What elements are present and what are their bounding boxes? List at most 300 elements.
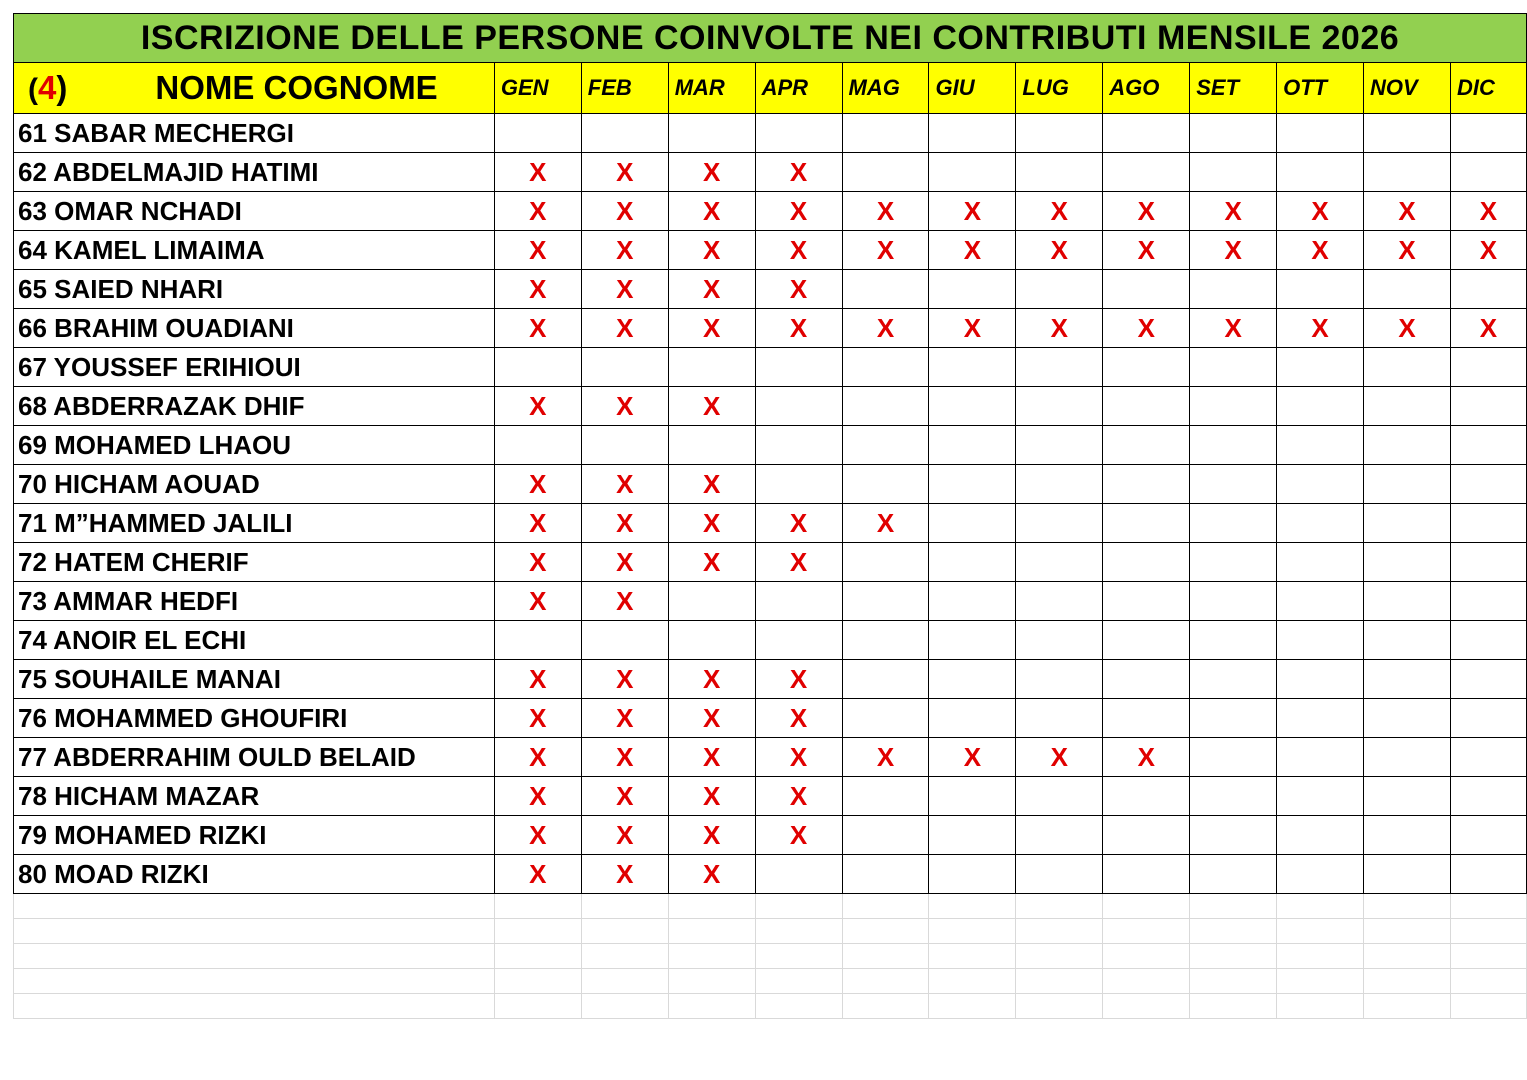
month-cell-ago[interactable] — [1103, 114, 1190, 153]
month-header-giu[interactable]: GIU — [929, 63, 1016, 114]
month-header-feb[interactable]: FEB — [581, 63, 668, 114]
month-cell-gen[interactable] — [494, 114, 581, 153]
month-cell-gen[interactable]: X — [494, 387, 581, 426]
month-cell-ago[interactable]: X — [1103, 192, 1190, 231]
month-cell-apr[interactable] — [755, 387, 842, 426]
month-cell-ott[interactable] — [1277, 270, 1364, 309]
empty-cell[interactable] — [1016, 969, 1103, 994]
month-cell-mar[interactable]: X — [668, 387, 755, 426]
month-cell-mar[interactable] — [668, 114, 755, 153]
month-cell-mag[interactable] — [842, 270, 929, 309]
month-cell-dic[interactable] — [1450, 465, 1526, 504]
month-cell-gen[interactable]: X — [494, 582, 581, 621]
month-cell-ago[interactable] — [1103, 270, 1190, 309]
month-cell-set[interactable]: X — [1190, 309, 1277, 348]
empty-cell[interactable] — [668, 894, 755, 919]
month-cell-nov[interactable] — [1364, 270, 1451, 309]
empty-cell[interactable] — [1450, 919, 1526, 944]
empty-cell[interactable] — [755, 944, 842, 969]
empty-cell[interactable] — [14, 919, 495, 944]
month-cell-set[interactable] — [1190, 621, 1277, 660]
empty-cell[interactable] — [1364, 944, 1451, 969]
month-cell-apr[interactable] — [755, 621, 842, 660]
empty-cell[interactable] — [1016, 994, 1103, 1019]
month-header-mar[interactable]: MAR — [668, 63, 755, 114]
month-cell-lug[interactable] — [1016, 855, 1103, 894]
month-cell-ago[interactable] — [1103, 699, 1190, 738]
month-cell-nov[interactable] — [1364, 387, 1451, 426]
month-header-ott[interactable]: OTT — [1277, 63, 1364, 114]
month-cell-set[interactable] — [1190, 387, 1277, 426]
month-cell-nov[interactable] — [1364, 504, 1451, 543]
month-cell-feb[interactable]: X — [581, 153, 668, 192]
month-cell-apr[interactable]: X — [755, 504, 842, 543]
month-cell-nov[interactable]: X — [1364, 231, 1451, 270]
month-cell-feb[interactable] — [581, 621, 668, 660]
month-cell-gen[interactable] — [494, 426, 581, 465]
month-cell-mag[interactable] — [842, 816, 929, 855]
month-cell-mar[interactable]: X — [668, 543, 755, 582]
month-cell-ott[interactable] — [1277, 465, 1364, 504]
month-cell-mar[interactable]: X — [668, 270, 755, 309]
month-cell-lug[interactable] — [1016, 543, 1103, 582]
month-cell-apr[interactable] — [755, 348, 842, 387]
empty-cell[interactable] — [1364, 994, 1451, 1019]
empty-cell[interactable] — [668, 944, 755, 969]
month-cell-ago[interactable] — [1103, 426, 1190, 465]
month-cell-ott[interactable] — [1277, 387, 1364, 426]
sheet-title[interactable]: ISCRIZIONE DELLE PERSONE COINVOLTE NEI CONTRIBUTI MENSILE 2026 — [14, 14, 1527, 63]
month-cell-feb[interactable]: X — [581, 738, 668, 777]
month-cell-gen[interactable]: X — [494, 270, 581, 309]
member-name-cell[interactable]: 61 SABAR MECHERGI — [14, 114, 495, 153]
month-cell-mag[interactable] — [842, 543, 929, 582]
month-cell-giu[interactable]: X — [929, 738, 1016, 777]
month-cell-set[interactable] — [1190, 465, 1277, 504]
month-cell-ago[interactable] — [1103, 816, 1190, 855]
empty-cell[interactable] — [1190, 919, 1277, 944]
empty-cell[interactable] — [1103, 994, 1190, 1019]
member-name-cell[interactable]: 70 HICHAM AOUAD — [14, 465, 495, 504]
empty-cell[interactable] — [14, 969, 495, 994]
month-cell-apr[interactable]: X — [755, 309, 842, 348]
month-cell-mar[interactable]: X — [668, 231, 755, 270]
month-cell-apr[interactable]: X — [755, 660, 842, 699]
month-cell-mag[interactable] — [842, 777, 929, 816]
month-cell-ago[interactable] — [1103, 465, 1190, 504]
month-cell-ott[interactable] — [1277, 348, 1364, 387]
month-header-ago[interactable]: AGO — [1103, 63, 1190, 114]
empty-cell[interactable] — [494, 944, 581, 969]
empty-cell[interactable] — [581, 969, 668, 994]
month-cell-dic[interactable] — [1450, 855, 1526, 894]
month-cell-ott[interactable] — [1277, 699, 1364, 738]
month-cell-set[interactable] — [1190, 504, 1277, 543]
month-cell-mar[interactable]: X — [668, 465, 755, 504]
month-cell-set[interactable] — [1190, 855, 1277, 894]
month-cell-apr[interactable]: X — [755, 543, 842, 582]
month-cell-mar[interactable]: X — [668, 777, 755, 816]
month-cell-feb[interactable]: X — [581, 699, 668, 738]
month-cell-dic[interactable] — [1450, 270, 1526, 309]
month-cell-set[interactable] — [1190, 777, 1277, 816]
month-cell-set[interactable]: X — [1190, 231, 1277, 270]
empty-cell[interactable] — [1364, 919, 1451, 944]
month-cell-lug[interactable]: X — [1016, 231, 1103, 270]
member-name-cell[interactable]: 66 BRAHIM OUADIANI — [14, 309, 495, 348]
empty-cell[interactable] — [842, 969, 929, 994]
month-cell-nov[interactable] — [1364, 582, 1451, 621]
empty-cell[interactable] — [1103, 944, 1190, 969]
month-cell-giu[interactable] — [929, 855, 1016, 894]
month-cell-mag[interactable] — [842, 699, 929, 738]
member-name-cell[interactable]: 74 ANOIR EL ECHI — [14, 621, 495, 660]
empty-cell[interactable] — [929, 969, 1016, 994]
month-cell-ago[interactable] — [1103, 621, 1190, 660]
month-cell-feb[interactable]: X — [581, 192, 668, 231]
empty-cell[interactable] — [929, 994, 1016, 1019]
member-name-cell[interactable]: 68 ABDERRAZAK DHIF — [14, 387, 495, 426]
month-cell-feb[interactable]: X — [581, 504, 668, 543]
month-header-lug[interactable]: LUG — [1016, 63, 1103, 114]
month-cell-lug[interactable] — [1016, 153, 1103, 192]
month-cell-dic[interactable] — [1450, 426, 1526, 465]
month-cell-ago[interactable] — [1103, 660, 1190, 699]
month-cell-gen[interactable]: X — [494, 660, 581, 699]
empty-cell[interactable] — [1016, 919, 1103, 944]
empty-cell[interactable] — [14, 894, 495, 919]
month-cell-feb[interactable] — [581, 114, 668, 153]
month-cell-giu[interactable]: X — [929, 192, 1016, 231]
month-header-apr[interactable]: APR — [755, 63, 842, 114]
month-cell-dic[interactable] — [1450, 816, 1526, 855]
month-cell-ott[interactable] — [1277, 816, 1364, 855]
empty-cell[interactable] — [14, 944, 495, 969]
empty-cell[interactable] — [842, 894, 929, 919]
empty-cell[interactable] — [494, 919, 581, 944]
empty-cell[interactable] — [581, 894, 668, 919]
empty-cell[interactable] — [1103, 969, 1190, 994]
month-cell-dic[interactable] — [1450, 387, 1526, 426]
month-cell-nov[interactable] — [1364, 777, 1451, 816]
empty-cell[interactable] — [1103, 894, 1190, 919]
month-cell-feb[interactable]: X — [581, 465, 668, 504]
member-name-cell[interactable]: 71 M”HAMMED JALILI — [14, 504, 495, 543]
month-cell-nov[interactable]: X — [1364, 309, 1451, 348]
empty-cell[interactable] — [1190, 969, 1277, 994]
month-cell-gen[interactable]: X — [494, 738, 581, 777]
month-cell-apr[interactable]: X — [755, 192, 842, 231]
month-cell-nov[interactable] — [1364, 153, 1451, 192]
month-cell-mar[interactable]: X — [668, 699, 755, 738]
month-cell-set[interactable] — [1190, 348, 1277, 387]
month-cell-lug[interactable] — [1016, 816, 1103, 855]
month-cell-giu[interactable] — [929, 465, 1016, 504]
month-cell-nov[interactable] — [1364, 114, 1451, 153]
empty-cell[interactable] — [755, 969, 842, 994]
month-cell-ago[interactable] — [1103, 348, 1190, 387]
month-cell-ago[interactable] — [1103, 582, 1190, 621]
month-cell-dic[interactable] — [1450, 153, 1526, 192]
month-header-dic[interactable]: DIC — [1450, 63, 1526, 114]
empty-cell[interactable] — [581, 944, 668, 969]
empty-cell[interactable] — [1016, 894, 1103, 919]
month-cell-gen[interactable]: X — [494, 855, 581, 894]
month-cell-giu[interactable] — [929, 387, 1016, 426]
month-cell-lug[interactable]: X — [1016, 309, 1103, 348]
member-name-cell[interactable]: 69 MOHAMED LHAOU — [14, 426, 495, 465]
month-cell-giu[interactable] — [929, 153, 1016, 192]
month-cell-gen[interactable]: X — [494, 816, 581, 855]
empty-cell[interactable] — [1450, 944, 1526, 969]
month-cell-mar[interactable]: X — [668, 660, 755, 699]
empty-cell[interactable] — [1103, 919, 1190, 944]
month-cell-giu[interactable] — [929, 777, 1016, 816]
month-cell-gen[interactable]: X — [494, 192, 581, 231]
empty-cell[interactable] — [1277, 919, 1364, 944]
month-cell-ott[interactable] — [1277, 426, 1364, 465]
empty-cell[interactable] — [581, 919, 668, 944]
month-cell-nov[interactable] — [1364, 738, 1451, 777]
month-cell-dic[interactable]: X — [1450, 309, 1526, 348]
month-cell-nov[interactable] — [1364, 816, 1451, 855]
month-cell-mag[interactable] — [842, 582, 929, 621]
month-cell-gen[interactable]: X — [494, 309, 581, 348]
month-cell-mar[interactable]: X — [668, 855, 755, 894]
month-cell-apr[interactable] — [755, 465, 842, 504]
month-cell-mag[interactable] — [842, 348, 929, 387]
month-cell-ott[interactable] — [1277, 543, 1364, 582]
member-name-cell[interactable]: 76 MOHAMMED GHOUFIRI — [14, 699, 495, 738]
month-cell-mag[interactable]: X — [842, 504, 929, 543]
empty-cell[interactable] — [929, 944, 1016, 969]
empty-cell[interactable] — [929, 919, 1016, 944]
month-cell-apr[interactable]: X — [755, 738, 842, 777]
month-cell-lug[interactable] — [1016, 114, 1103, 153]
member-name-cell[interactable]: 79 MOHAMED RIZKI — [14, 816, 495, 855]
empty-cell[interactable] — [1450, 894, 1526, 919]
month-cell-set[interactable] — [1190, 738, 1277, 777]
month-cell-lug[interactable] — [1016, 465, 1103, 504]
empty-cell[interactable] — [1364, 969, 1451, 994]
month-cell-gen[interactable]: X — [494, 465, 581, 504]
month-cell-dic[interactable] — [1450, 777, 1526, 816]
empty-cell[interactable] — [1190, 944, 1277, 969]
month-cell-mag[interactable]: X — [842, 192, 929, 231]
month-cell-feb[interactable]: X — [581, 777, 668, 816]
month-cell-gen[interactable]: X — [494, 699, 581, 738]
month-cell-ott[interactable] — [1277, 153, 1364, 192]
month-cell-set[interactable] — [1190, 699, 1277, 738]
month-cell-giu[interactable] — [929, 426, 1016, 465]
month-cell-giu[interactable] — [929, 582, 1016, 621]
month-cell-lug[interactable] — [1016, 270, 1103, 309]
month-cell-giu[interactable] — [929, 816, 1016, 855]
month-cell-set[interactable] — [1190, 270, 1277, 309]
member-name-cell[interactable]: 72 HATEM CHERIF — [14, 543, 495, 582]
month-cell-giu[interactable]: X — [929, 231, 1016, 270]
month-cell-mag[interactable] — [842, 660, 929, 699]
month-cell-nov[interactable] — [1364, 426, 1451, 465]
month-cell-gen[interactable]: X — [494, 543, 581, 582]
month-cell-apr[interactable]: X — [755, 816, 842, 855]
month-cell-lug[interactable] — [1016, 504, 1103, 543]
month-cell-set[interactable]: X — [1190, 192, 1277, 231]
month-cell-ago[interactable] — [1103, 855, 1190, 894]
empty-cell[interactable] — [1450, 994, 1526, 1019]
month-cell-giu[interactable] — [929, 621, 1016, 660]
month-cell-apr[interactable]: X — [755, 777, 842, 816]
month-cell-ott[interactable] — [1277, 621, 1364, 660]
month-cell-ott[interactable] — [1277, 114, 1364, 153]
empty-cell[interactable] — [494, 969, 581, 994]
empty-cell[interactable] — [755, 919, 842, 944]
month-cell-nov[interactable] — [1364, 660, 1451, 699]
month-cell-giu[interactable] — [929, 348, 1016, 387]
member-name-cell[interactable]: 73 AMMAR HEDFI — [14, 582, 495, 621]
month-cell-set[interactable] — [1190, 582, 1277, 621]
month-cell-ago[interactable]: X — [1103, 231, 1190, 270]
month-cell-lug[interactable] — [1016, 777, 1103, 816]
month-cell-ott[interactable]: X — [1277, 192, 1364, 231]
month-cell-apr[interactable]: X — [755, 231, 842, 270]
month-cell-mar[interactable] — [668, 426, 755, 465]
month-cell-feb[interactable]: X — [581, 816, 668, 855]
month-cell-mar[interactable] — [668, 621, 755, 660]
month-cell-apr[interactable]: X — [755, 270, 842, 309]
month-cell-mag[interactable] — [842, 621, 929, 660]
empty-cell[interactable] — [1190, 894, 1277, 919]
member-name-cell[interactable]: 77 ABDERRAHIM OULD BELAID — [14, 738, 495, 777]
month-cell-feb[interactable] — [581, 426, 668, 465]
month-cell-giu[interactable]: X — [929, 309, 1016, 348]
empty-cell[interactable] — [1277, 969, 1364, 994]
month-cell-mag[interactable]: X — [842, 738, 929, 777]
month-cell-ott[interactable] — [1277, 738, 1364, 777]
month-cell-apr[interactable] — [755, 855, 842, 894]
month-cell-gen[interactable]: X — [494, 231, 581, 270]
month-cell-feb[interactable]: X — [581, 231, 668, 270]
month-header-set[interactable]: SET — [1190, 63, 1277, 114]
month-cell-ott[interactable] — [1277, 660, 1364, 699]
empty-cell[interactable] — [581, 994, 668, 1019]
month-cell-feb[interactable]: X — [581, 309, 668, 348]
member-name-cell[interactable]: 80 MOAD RIZKI — [14, 855, 495, 894]
month-cell-set[interactable] — [1190, 426, 1277, 465]
month-cell-ott[interactable]: X — [1277, 309, 1364, 348]
month-cell-apr[interactable]: X — [755, 153, 842, 192]
month-cell-dic[interactable]: X — [1450, 192, 1526, 231]
month-cell-ago[interactable] — [1103, 543, 1190, 582]
empty-cell[interactable] — [494, 994, 581, 1019]
month-cell-lug[interactable] — [1016, 660, 1103, 699]
member-name-cell[interactable]: 75 SOUHAILE MANAI — [14, 660, 495, 699]
month-cell-nov[interactable] — [1364, 855, 1451, 894]
month-cell-mag[interactable]: X — [842, 309, 929, 348]
month-cell-lug[interactable] — [1016, 582, 1103, 621]
month-cell-set[interactable] — [1190, 660, 1277, 699]
month-cell-feb[interactable]: X — [581, 582, 668, 621]
month-cell-dic[interactable] — [1450, 504, 1526, 543]
month-cell-dic[interactable] — [1450, 114, 1526, 153]
month-cell-gen[interactable]: X — [494, 777, 581, 816]
empty-cell[interactable] — [842, 994, 929, 1019]
month-cell-ott[interactable] — [1277, 855, 1364, 894]
month-cell-giu[interactable] — [929, 660, 1016, 699]
month-cell-set[interactable] — [1190, 543, 1277, 582]
member-name-cell[interactable]: 67 YOUSSEF ERIHIOUI — [14, 348, 495, 387]
month-cell-lug[interactable] — [1016, 699, 1103, 738]
month-cell-nov[interactable] — [1364, 621, 1451, 660]
month-header-gen[interactable]: GEN — [494, 63, 581, 114]
empty-cell[interactable] — [1277, 944, 1364, 969]
month-cell-ott[interactable] — [1277, 582, 1364, 621]
month-cell-mar[interactable]: X — [668, 153, 755, 192]
empty-cell[interactable] — [668, 919, 755, 944]
month-cell-dic[interactable] — [1450, 543, 1526, 582]
month-cell-dic[interactable] — [1450, 348, 1526, 387]
month-header-nov[interactable]: NOV — [1364, 63, 1451, 114]
empty-cell[interactable] — [842, 944, 929, 969]
month-cell-gen[interactable] — [494, 348, 581, 387]
month-cell-mag[interactable] — [842, 465, 929, 504]
month-cell-giu[interactable] — [929, 504, 1016, 543]
member-name-cell[interactable]: 62 ABDELMAJID HATIMI — [14, 153, 495, 192]
empty-cell[interactable] — [929, 894, 1016, 919]
month-cell-mag[interactable] — [842, 426, 929, 465]
month-cell-gen[interactable] — [494, 621, 581, 660]
month-cell-ago[interactable]: X — [1103, 309, 1190, 348]
month-cell-gen[interactable]: X — [494, 504, 581, 543]
month-cell-lug[interactable]: X — [1016, 738, 1103, 777]
month-cell-dic[interactable] — [1450, 699, 1526, 738]
month-cell-dic[interactable] — [1450, 621, 1526, 660]
month-cell-mag[interactable] — [842, 153, 929, 192]
month-cell-dic[interactable] — [1450, 582, 1526, 621]
month-cell-nov[interactable] — [1364, 348, 1451, 387]
empty-cell[interactable] — [842, 919, 929, 944]
month-cell-mar[interactable]: X — [668, 309, 755, 348]
month-cell-dic[interactable]: X — [1450, 231, 1526, 270]
month-cell-ago[interactable]: X — [1103, 738, 1190, 777]
empty-cell[interactable] — [1277, 894, 1364, 919]
member-name-cell[interactable]: 64 KAMEL LIMAIMA — [14, 231, 495, 270]
month-cell-set[interactable] — [1190, 816, 1277, 855]
month-header-mag[interactable]: MAG — [842, 63, 929, 114]
month-cell-feb[interactable]: X — [581, 855, 668, 894]
month-cell-lug[interactable] — [1016, 348, 1103, 387]
month-cell-mag[interactable] — [842, 114, 929, 153]
month-cell-apr[interactable] — [755, 582, 842, 621]
month-cell-mag[interactable]: X — [842, 231, 929, 270]
month-cell-lug[interactable] — [1016, 387, 1103, 426]
empty-cell[interactable] — [668, 994, 755, 1019]
month-cell-nov[interactable]: X — [1364, 192, 1451, 231]
month-cell-feb[interactable]: X — [581, 270, 668, 309]
empty-cell[interactable] — [1190, 994, 1277, 1019]
member-name-cell[interactable]: 63 OMAR NCHADI — [14, 192, 495, 231]
empty-cell[interactable] — [494, 894, 581, 919]
month-cell-gen[interactable]: X — [494, 153, 581, 192]
month-cell-nov[interactable] — [1364, 465, 1451, 504]
month-cell-ott[interactable] — [1277, 777, 1364, 816]
month-cell-mag[interactable] — [842, 855, 929, 894]
month-cell-feb[interactable]: X — [581, 543, 668, 582]
month-cell-apr[interactable]: X — [755, 699, 842, 738]
month-cell-giu[interactable] — [929, 114, 1016, 153]
month-cell-nov[interactable] — [1364, 699, 1451, 738]
month-cell-mar[interactable] — [668, 348, 755, 387]
